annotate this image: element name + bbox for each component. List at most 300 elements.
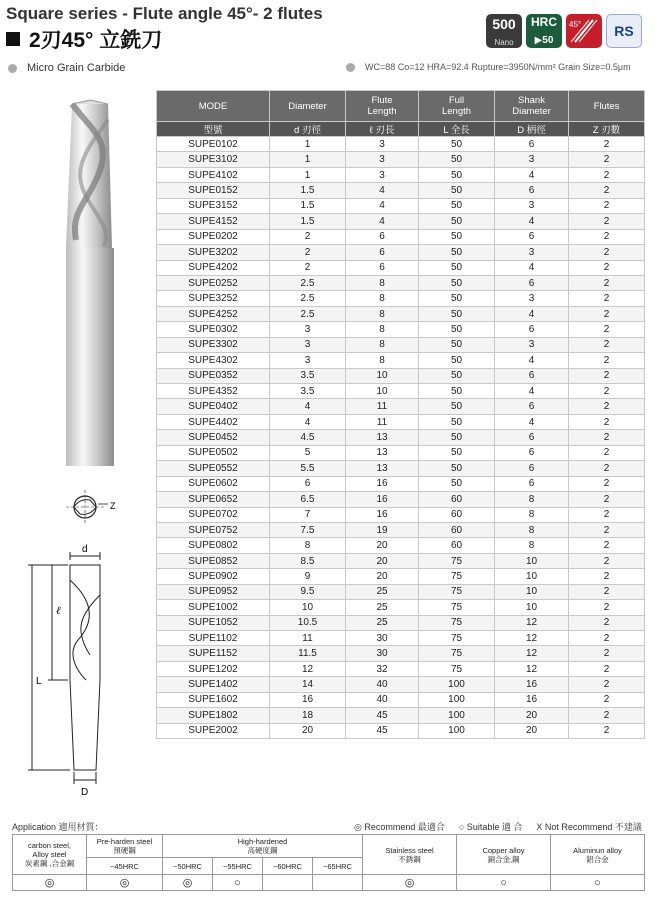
app-mark (313, 875, 363, 891)
table-header-zh (157, 122, 645, 137)
table-cell: 16 (495, 677, 569, 692)
table-cell: 20 (270, 723, 346, 738)
table-cell: 2 (569, 584, 645, 599)
table-cell: 3.5 (270, 368, 346, 383)
table-cell: SUPE0252 (157, 275, 270, 290)
app-mark: ◎ (87, 875, 163, 891)
table-cell: 2 (569, 507, 645, 522)
table-cell: 50 (419, 430, 495, 445)
table-cell: 8 (270, 538, 346, 553)
table-cell: 10.5 (270, 615, 346, 630)
table-cell: 4 (495, 353, 569, 368)
table-cell: 4.5 (270, 430, 346, 445)
table-cell: 4 (270, 399, 346, 414)
feature-badges (486, 14, 642, 48)
app-col-carbon-steel: carbon steel, Alloy steel 炭素鋼 ,合金鋼 (13, 835, 87, 875)
col-header-zh: L 全長 (419, 122, 495, 137)
table-row (157, 214, 645, 229)
col-header-flutes: Flutes (569, 91, 645, 122)
table-cell: 100 (419, 677, 495, 692)
table-row (157, 430, 645, 445)
table-cell: 2 (569, 353, 645, 368)
table-row (157, 137, 645, 152)
table-row (157, 322, 645, 337)
table-cell: 3 (495, 291, 569, 306)
table-cell: 4 (346, 198, 419, 213)
table-cell: SUPE4102 (157, 167, 270, 182)
table-cell: 8 (495, 492, 569, 507)
table-cell: 75 (419, 584, 495, 599)
table-row (157, 414, 645, 429)
nano-badge (486, 14, 522, 48)
l-label: ℓ (56, 605, 61, 617)
table-cell: 16 (495, 692, 569, 707)
table-cell: 12 (495, 661, 569, 676)
dimension-drawing (28, 552, 100, 784)
table-cell: 4 (270, 414, 346, 429)
table-row (157, 677, 645, 692)
table-row (157, 353, 645, 368)
table-cell: SUPE0502 (157, 445, 270, 460)
table-cell: 4 (495, 214, 569, 229)
table-cell: SUPE0552 (157, 461, 270, 476)
table-cell: 6 (346, 229, 419, 244)
table-cell: 16 (270, 692, 346, 707)
col-header-diameter: Diameter (270, 91, 346, 122)
table-cell: 40 (346, 692, 419, 707)
table-cell: 60 (419, 507, 495, 522)
table-row (157, 538, 645, 553)
nano-badge-label: Nano (494, 38, 514, 47)
table-cell: 4 (495, 260, 569, 275)
table-cell: SUPE0202 (157, 229, 270, 244)
table-row (157, 183, 645, 198)
table-cell: 1 (270, 152, 346, 167)
table-cell: 10 (495, 553, 569, 568)
table-cell: 25 (346, 584, 419, 599)
table-cell: 50 (419, 167, 495, 182)
col-header-zh: D 柄徑 (495, 122, 569, 137)
table-cell: 3 (495, 152, 569, 167)
table-cell: 11.5 (270, 646, 346, 661)
table-cell: 6.5 (270, 492, 346, 507)
table-cell: 6 (495, 183, 569, 198)
table-cell: 50 (419, 476, 495, 491)
rs-badge: RS (606, 14, 642, 48)
table-cell: 8 (346, 322, 419, 337)
table-cell: 50 (419, 275, 495, 290)
table-cell: 11 (270, 631, 346, 646)
bullet-icon (346, 63, 355, 72)
table-cell: 1 (270, 137, 346, 152)
table-cell: 8.5 (270, 553, 346, 568)
table-cell: 6 (495, 461, 569, 476)
table-cell: 60 (419, 492, 495, 507)
table-cell: 2 (569, 476, 645, 491)
table-cell: 50 (419, 291, 495, 306)
d-label: d (82, 544, 88, 555)
table-cell: 10 (346, 384, 419, 399)
app-mark: ◎ (163, 875, 213, 891)
table-cell: 50 (419, 353, 495, 368)
col-header-zh: d 刃徑 (270, 122, 346, 137)
table-cell: 20 (346, 569, 419, 584)
table-cell: 2 (569, 646, 645, 661)
table-cell: 1.5 (270, 198, 346, 213)
table-cell: 10 (495, 569, 569, 584)
table-cell: 6 (346, 260, 419, 275)
table-cell: 2 (569, 414, 645, 429)
table-cell: 5 (270, 445, 346, 460)
table-cell: 10 (495, 600, 569, 615)
table-cell: 20 (346, 553, 419, 568)
table-cell: 75 (419, 631, 495, 646)
app-sub-hrc: ~50HRC (163, 858, 213, 875)
table-cell: SUPE0852 (157, 553, 270, 568)
hrc-badge-label: HRC (531, 15, 557, 29)
table-cell: 2 (569, 600, 645, 615)
table-cell: 13 (346, 461, 419, 476)
table-cell: 7.5 (270, 522, 346, 537)
table-cell: 75 (419, 553, 495, 568)
table-row (157, 492, 645, 507)
table-cell: 20 (495, 708, 569, 723)
table-cell: 16 (346, 492, 419, 507)
table-cell: 3 (346, 137, 419, 152)
table-cell: 8 (495, 538, 569, 553)
table-cell: 75 (419, 661, 495, 676)
table-cell: SUPE0702 (157, 507, 270, 522)
specs-text: WC=88 Co=12 HRA=92.4 Rupture=3950N/mm² Grain Size=0.5μm (365, 62, 631, 72)
table-cell: 4 (495, 414, 569, 429)
table-row (157, 661, 645, 676)
table-row (157, 461, 645, 476)
table-cell: 6 (495, 430, 569, 445)
app-sub-hrc: ~45HRC (87, 858, 163, 875)
table-row (157, 167, 645, 182)
app-sub-hrc: ~55HRC (213, 858, 263, 875)
table-cell: 32 (346, 661, 419, 676)
table-cell: 40 (346, 677, 419, 692)
table-cell: 2 (569, 245, 645, 260)
table-cell: 2 (569, 275, 645, 290)
table-cell: 100 (419, 692, 495, 707)
table-cell: 2 (569, 522, 645, 537)
table-cell: 12 (495, 646, 569, 661)
table-cell: 2 (569, 337, 645, 352)
table-row (157, 692, 645, 707)
table-row (157, 275, 645, 290)
table-cell: SUPE3252 (157, 291, 270, 306)
table-cell: 6 (495, 368, 569, 383)
table-cell: 12 (270, 661, 346, 676)
table-cell: SUPE4352 (157, 384, 270, 399)
legend-suitable: ○ Suitable 適 合 (458, 822, 523, 832)
tool-tip-shape (72, 100, 108, 104)
table-cell: SUPE1802 (157, 708, 270, 723)
table-cell: 3 (346, 167, 419, 182)
table-cell: 1.5 (270, 214, 346, 229)
table-cell: 13 (346, 445, 419, 460)
table-cell: SUPE0102 (157, 137, 270, 152)
application-legend (354, 820, 642, 833)
table-cell: 75 (419, 615, 495, 630)
table-cell: 12 (495, 631, 569, 646)
table-cell: 9 (270, 569, 346, 584)
table-cell: SUPE3102 (157, 152, 270, 167)
table-cell: 50 (419, 183, 495, 198)
table-cell: 6 (346, 245, 419, 260)
table-row (157, 198, 645, 213)
title-en: Square series - Flute angle 45°- 2 flutes (6, 4, 323, 23)
specs-table-body (157, 137, 645, 739)
table-cell: SUPE4202 (157, 260, 270, 275)
col-header-mode: MODE (157, 91, 270, 122)
table-cell: 2 (569, 461, 645, 476)
col-header-zh: Z 刃數 (569, 122, 645, 137)
table-cell: 2 (270, 245, 346, 260)
table-cell: 75 (419, 600, 495, 615)
table-cell: 30 (346, 646, 419, 661)
table-cell: 60 (419, 522, 495, 537)
table-cell: 6 (270, 476, 346, 491)
table-cell: 3 (346, 152, 419, 167)
legend-recommend: ◎ Recommend 最適合 (354, 822, 445, 832)
table-cell: 8 (346, 275, 419, 290)
table-cell: SUPE4252 (157, 306, 270, 321)
table-cell: 3 (495, 245, 569, 260)
application-header-row (13, 835, 645, 858)
table-cell: SUPE1202 (157, 661, 270, 676)
table-cell: SUPE1002 (157, 600, 270, 615)
z-label: Z (110, 501, 116, 511)
table-cell: 50 (419, 260, 495, 275)
table-cell: 75 (419, 646, 495, 661)
table-row (157, 306, 645, 321)
table-cell: 50 (419, 152, 495, 167)
table-cell: 4 (495, 167, 569, 182)
table-row (157, 399, 645, 414)
table-cell: 3 (495, 337, 569, 352)
table-cell: 2 (569, 661, 645, 676)
table-cell: 50 (419, 322, 495, 337)
table-cell: 4 (495, 306, 569, 321)
application-label: Application 適用材質： (12, 822, 104, 832)
table-row (157, 368, 645, 383)
angle-badge (566, 14, 602, 48)
app-col-aluminum: Aluminun alloy 鋁合金 (551, 835, 645, 875)
table-cell: 8 (346, 337, 419, 352)
table-cell: 2.5 (270, 291, 346, 306)
table-cell: 2 (569, 322, 645, 337)
app-mark: ○ (457, 875, 551, 891)
table-cell: 2 (569, 229, 645, 244)
table-cell: SUPE0452 (157, 430, 270, 445)
table-cell: 2 (569, 569, 645, 584)
L-label: L (36, 676, 42, 687)
table-cell: 2 (569, 152, 645, 167)
table-cell: 3 (270, 353, 346, 368)
table-cell: 2 (569, 538, 645, 553)
table-cell: 9.5 (270, 584, 346, 599)
table-cell: 2 (569, 306, 645, 321)
table-row (157, 569, 645, 584)
table-cell: 7 (270, 507, 346, 522)
table-cell: 6 (495, 137, 569, 152)
table-row (157, 229, 645, 244)
table-cell: 2 (569, 677, 645, 692)
table-cell: 6 (495, 229, 569, 244)
table-cell: SUPE3152 (157, 198, 270, 213)
table-cell: 50 (419, 445, 495, 460)
table-cell: SUPE0602 (157, 476, 270, 491)
app-mark: ◎ (363, 875, 457, 891)
table-cell: 2 (270, 260, 346, 275)
table-row (157, 445, 645, 460)
legend-not-recommend: X Not Recommend 不建議 (536, 822, 642, 832)
table-cell: SUPE0902 (157, 569, 270, 584)
table-cell: 50 (419, 306, 495, 321)
table-cell: 3 (270, 322, 346, 337)
table-cell: 3 (270, 337, 346, 352)
hrc-badge (526, 14, 562, 48)
table-cell: 2.5 (270, 275, 346, 290)
table-cell: 50 (419, 214, 495, 229)
material-text: Micro Grain Carbide (27, 62, 126, 74)
app-mark: ○ (213, 875, 263, 891)
table-cell: 2 (569, 723, 645, 738)
table-cell: 6 (495, 399, 569, 414)
table-cell: 5.5 (270, 461, 346, 476)
table-row (157, 522, 645, 537)
table-cell: SUPE4402 (157, 414, 270, 429)
table-cell: 2 (569, 198, 645, 213)
table-cell: 50 (419, 137, 495, 152)
table-row (157, 291, 645, 306)
table-cell: 6 (495, 476, 569, 491)
table-cell: 25 (346, 600, 419, 615)
app-sub-hrc: ~65HRC (313, 858, 363, 875)
table-cell: 8 (495, 507, 569, 522)
title-zh-text: 2刃45° 立銑刀 (29, 29, 163, 52)
table-cell: 11 (346, 414, 419, 429)
table-cell: 13 (346, 430, 419, 445)
table-cell: 45 (346, 723, 419, 738)
table-cell: 3.5 (270, 384, 346, 399)
end-mill-illustration (0, 0, 155, 800)
table-cell: 20 (495, 723, 569, 738)
table-cell: 16 (346, 507, 419, 522)
table-row (157, 260, 645, 275)
table-cell: 60 (419, 538, 495, 553)
table-cell: SUPE1152 (157, 646, 270, 661)
app-col-pre-harden: Pre-harden steel 預硬鋼 (87, 835, 163, 858)
app-mark: ◎ (13, 875, 87, 891)
cross-section-diagram (66, 490, 116, 524)
table-row (157, 615, 645, 630)
shank-shape (66, 248, 114, 466)
table-cell: 2 (569, 553, 645, 568)
table-cell: SUPE1052 (157, 615, 270, 630)
table-cell: 1 (270, 167, 346, 182)
table-cell: SUPE3302 (157, 337, 270, 352)
col-header-zh: 型號 (157, 122, 270, 137)
table-cell: 2 (569, 214, 645, 229)
specs-table (156, 90, 645, 739)
table-row (157, 245, 645, 260)
app-col-copper: Copper alloy 銅合金,鋼 (457, 835, 551, 875)
table-cell: 50 (419, 229, 495, 244)
table-cell: 50 (419, 368, 495, 383)
table-cell: SUPE0752 (157, 522, 270, 537)
app-col-stainless: Stainless steel 不銹鋼 (363, 835, 457, 875)
col-header-full-length: Full Length (419, 91, 495, 122)
table-cell: 8 (346, 291, 419, 306)
specs-line (346, 62, 631, 72)
table-cell: 50 (419, 399, 495, 414)
table-cell: 50 (419, 337, 495, 352)
table-cell: 2.5 (270, 306, 346, 321)
table-cell: 4 (495, 384, 569, 399)
table-cell: 6 (495, 445, 569, 460)
app-mark (263, 875, 313, 891)
table-cell: 1.5 (270, 183, 346, 198)
table-cell: SUPE0652 (157, 492, 270, 507)
table-cell: 25 (346, 615, 419, 630)
table-cell: 8 (346, 353, 419, 368)
table-cell: 4 (346, 214, 419, 229)
table-cell: SUPE1402 (157, 677, 270, 692)
table-row (157, 708, 645, 723)
table-cell: SUPE1102 (157, 631, 270, 646)
table-cell: 2 (569, 260, 645, 275)
table-row (157, 507, 645, 522)
table-cell: 20 (346, 538, 419, 553)
hrc-badge-value: ▶50 (534, 35, 554, 46)
table-cell: SUPE4152 (157, 214, 270, 229)
table-cell: 6 (495, 322, 569, 337)
table-cell: SUPE0352 (157, 368, 270, 383)
table-cell: SUPE4302 (157, 353, 270, 368)
nano-badge-value: 500 (492, 16, 516, 32)
table-cell: 50 (419, 414, 495, 429)
table-cell: 4 (346, 183, 419, 198)
table-cell: 2 (569, 399, 645, 414)
table-cell: SUPE0952 (157, 584, 270, 599)
table-cell: 8 (346, 306, 419, 321)
table-cell: 2 (569, 291, 645, 306)
table-cell: 50 (419, 384, 495, 399)
helix-angle-icon (566, 14, 602, 48)
table-cell: SUPE1602 (157, 692, 270, 707)
table-cell: 14 (270, 677, 346, 692)
table-cell: 11 (346, 399, 419, 414)
table-row (157, 384, 645, 399)
table-cell: 100 (419, 708, 495, 723)
table-cell: 8 (495, 522, 569, 537)
table-cell: 2 (569, 445, 645, 460)
table-cell: 2 (569, 615, 645, 630)
table-header-en (157, 91, 645, 122)
table-cell: 10 (270, 600, 346, 615)
table-cell: 2 (569, 167, 645, 182)
table-row (157, 337, 645, 352)
table-cell: 6 (495, 275, 569, 290)
table-cell: 2 (569, 492, 645, 507)
table-row (157, 723, 645, 738)
table-cell: 50 (419, 198, 495, 213)
table-row (157, 476, 645, 491)
